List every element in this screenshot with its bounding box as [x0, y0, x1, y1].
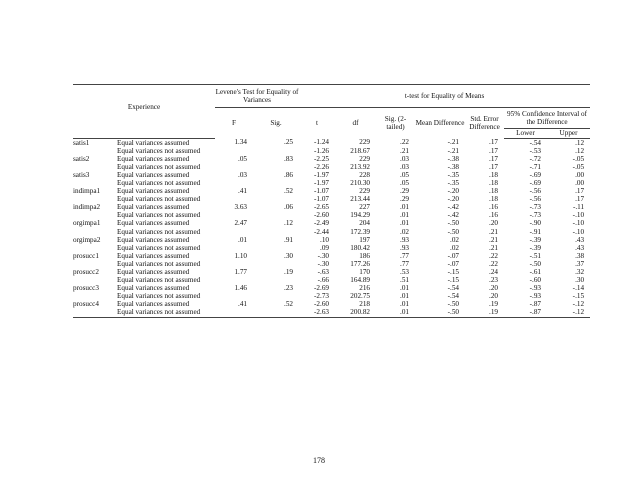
ci-lower-cell: -.56 [529, 195, 542, 204]
t-cell: -2.69 [314, 284, 330, 293]
t-cell: -1.97 [314, 170, 330, 179]
se-diff-cell: .24 [489, 268, 499, 276]
empty-cell [253, 308, 299, 317]
ci-lower-cell: -.69 [529, 170, 542, 179]
df-cell: 213.44 [350, 195, 371, 204]
variable-name: orgimpa1 [73, 219, 101, 228]
sig2-cell: .01 [400, 300, 410, 309]
row-label: Equal variances not assumed [117, 162, 201, 171]
empty-cell [215, 211, 253, 219]
row-label: Equal variances assumed [117, 170, 190, 179]
se-diff-cell: .20 [489, 219, 499, 228]
mean-diff-cell: -.38 [447, 162, 460, 171]
t-cell: -2.60 [314, 211, 330, 220]
df-cell: 216 [359, 284, 371, 293]
df-cell: 172.39 [350, 227, 371, 236]
ci-lower-cell: -.39 [529, 235, 542, 244]
se-diff-cell: .19 [465, 308, 504, 317]
empty-cell [215, 228, 253, 236]
ci-upper-cell: .00 [575, 170, 585, 179]
table-row [73, 276, 590, 284]
row-label: Equal variances assumed [117, 187, 190, 196]
mean-diff-cell: -.38 [447, 154, 460, 163]
sig-cell: .19 [284, 268, 294, 276]
table-row [73, 179, 590, 187]
empty-cell [215, 260, 253, 268]
mean-diff-cell: -.07 [447, 251, 460, 260]
ci-upper-cell: .38 [575, 251, 585, 260]
mean-diff-cell: -.50 [415, 308, 465, 317]
empty-cell [215, 147, 253, 155]
variable-name: satis1 [73, 138, 90, 147]
empty-cell [215, 276, 253, 284]
sig-cell: .86 [284, 170, 294, 179]
df-cell: 228 [359, 170, 371, 179]
ci-lower-cell: -.50 [529, 259, 542, 268]
sig-cell: .23 [284, 284, 294, 293]
se-diff-cell: .16 [489, 203, 499, 212]
variable-name: satis3 [73, 170, 90, 179]
empty-cell [215, 292, 253, 300]
ci-lower-cell: -.54 [529, 138, 542, 147]
f-cell: .41 [238, 187, 248, 196]
empty-cell [253, 211, 299, 219]
ci-upper-cell: -.10 [572, 227, 585, 236]
table-row [73, 252, 590, 260]
table-row [73, 187, 590, 195]
variable-name: prosucc4 [73, 300, 99, 309]
independent-samples-test-table [73, 84, 590, 318]
sig2-cell: .29 [400, 187, 410, 196]
df-cell: 200.82 [335, 308, 376, 317]
mean-diff-cell: -.50 [447, 219, 460, 228]
sig2-cell: .05 [400, 170, 410, 179]
empty-cell [215, 244, 253, 252]
mean-diff-cell: -.50 [447, 227, 460, 236]
df-cell: 229 [359, 154, 371, 163]
sig-cell: .30 [284, 251, 294, 260]
table-row [73, 284, 590, 292]
f-cell: 1.46 [234, 284, 248, 293]
df-cell: 218 [359, 300, 371, 309]
t-cell: -2.65 [314, 203, 330, 212]
row-label: Equal variances assumed [117, 138, 190, 147]
t-cell: .09 [320, 243, 330, 252]
se-diff-cell: .17 [489, 162, 499, 171]
variable-name-empty [73, 308, 117, 317]
df-cell: 177.26 [350, 259, 371, 268]
ci-lower-cell: -.39 [529, 243, 542, 252]
t-cell: -1.26 [314, 146, 330, 155]
mean-diff-header: Mean Difference [415, 119, 465, 127]
ci-lower-cell: -.73 [529, 211, 542, 220]
df-cell: 186 [359, 251, 371, 260]
table-row [73, 163, 590, 171]
upper-header: Upper [547, 129, 590, 139]
df-cell: 218.67 [350, 146, 371, 155]
df-cell: 213.92 [350, 162, 371, 171]
mean-diff-cell: -.07 [447, 259, 460, 268]
variable-name: prosucc2 [73, 268, 99, 276]
row-label: Equal variances not assumed [117, 308, 215, 317]
f-cell: .41 [238, 300, 248, 309]
sig2-cell: .77 [400, 251, 410, 260]
sig-cell: .12 [284, 219, 294, 228]
mean-diff-cell: .02 [450, 235, 460, 244]
empty-cell [253, 195, 299, 203]
row-label: Equal variances assumed [117, 203, 190, 212]
mean-diff-cell: -.15 [447, 268, 460, 276]
ci-lower-cell: -.87 [504, 308, 547, 317]
table-row [73, 195, 590, 203]
empty-cell [253, 163, 299, 171]
ci-upper-cell: .43 [575, 243, 585, 252]
empty-cell [253, 260, 299, 268]
mean-diff-cell: -.21 [447, 138, 460, 147]
empty-cell [215, 308, 253, 317]
empty-cell [253, 228, 299, 236]
ci-lower-cell: -.51 [529, 251, 542, 260]
ci-lower-cell: -.87 [529, 300, 542, 309]
ci-lower-cell: -.71 [529, 162, 542, 171]
mean-diff-cell: -.42 [447, 203, 460, 212]
ci-upper-cell: -.10 [572, 211, 585, 220]
variable-name: indimpa1 [73, 187, 101, 196]
experience-header: Experience [73, 85, 215, 129]
ci-upper-cell: -.10 [572, 219, 585, 228]
se-diff-cell: .18 [489, 170, 499, 179]
df-cell: 204 [359, 219, 371, 228]
ci-upper-cell: .32 [575, 268, 585, 276]
row-label: Equal variances assumed [117, 154, 190, 163]
t-header: t [316, 119, 319, 127]
empty-cell [253, 244, 299, 252]
df-cell: 197 [359, 235, 371, 244]
page-number: 178 [313, 456, 325, 465]
mean-diff-cell: .02 [450, 243, 460, 252]
row-label: Equal variances not assumed [117, 292, 201, 301]
row-label: Equal variances assumed [117, 251, 190, 260]
sig2-cell: .05 [400, 178, 410, 187]
se-diff-cell: .18 [489, 187, 499, 196]
row-label: Equal variances not assumed [117, 276, 201, 285]
sig2-cell: .21 [400, 146, 410, 155]
f-cell: .05 [238, 154, 248, 163]
variable-name-empty [73, 195, 117, 203]
variable-name: prosucc1 [73, 251, 99, 260]
ttest-header: t-test for Equality of Means [299, 85, 590, 108]
variable-name-empty [73, 179, 117, 187]
empty-cell [253, 179, 299, 187]
variable-name: satis2 [73, 154, 90, 163]
sig2-cell: .93 [400, 235, 410, 244]
variable-name-empty [73, 292, 117, 300]
variable-name-empty [73, 244, 117, 252]
sig-cell: .83 [284, 154, 294, 163]
variable-name-empty [73, 163, 117, 171]
f-cell: 3.63 [234, 203, 248, 212]
sig-cell: .52 [284, 300, 294, 309]
ci-upper-cell: .00 [575, 178, 585, 187]
sig-header: Sig. [270, 119, 282, 127]
se-diff-cell: .20 [489, 284, 499, 293]
t-cell: -2.60 [314, 300, 330, 309]
sig2-header: Sig. (2-tailed) [384, 115, 407, 131]
ci-header: 95% Confidence Interval of the Difference [504, 108, 590, 129]
t-cell: -.30 [317, 259, 330, 268]
se-diff-cell: .19 [489, 300, 499, 309]
t-cell: .10 [320, 235, 330, 244]
sig2-cell: .01 [400, 219, 410, 228]
mean-diff-cell: -.20 [447, 187, 460, 196]
row-label: Equal variances not assumed [117, 211, 201, 220]
sig2-cell: .51 [400, 276, 410, 285]
se-diff-cell: .20 [489, 292, 499, 301]
ci-upper-cell: .37 [575, 259, 585, 268]
sig2-cell: .01 [400, 292, 410, 301]
t-cell: -2.63 [299, 308, 335, 317]
se-diff-cell: .18 [489, 195, 499, 204]
df-cell: 194.29 [350, 211, 371, 220]
ci-upper-cell: -.14 [572, 284, 585, 293]
variable-name: orgimpa2 [73, 235, 101, 244]
se-diff-cell: .22 [489, 251, 499, 260]
ci-upper-cell: -.05 [572, 154, 585, 163]
se-diff-cell: .23 [489, 276, 499, 285]
ci-lower-cell: -.93 [529, 292, 542, 301]
ci-lower-cell: -.72 [529, 154, 542, 163]
sig2-cell: .29 [400, 195, 410, 204]
t-cell: -2.25 [314, 154, 330, 163]
empty-cell [215, 179, 253, 187]
table-row [73, 308, 590, 317]
f-cell: 1.10 [234, 251, 248, 260]
df-cell: 227 [359, 203, 371, 212]
se-diff-header: Std. Error Difference [469, 115, 500, 131]
sig2-cell: .01 [376, 308, 415, 317]
df-cell: 164.89 [350, 276, 371, 285]
t-cell: -2.49 [314, 219, 330, 228]
lower-header: Lower [504, 129, 547, 139]
df-cell: 180.42 [350, 243, 371, 252]
sig2-cell: .22 [400, 138, 410, 147]
variable-name-empty [73, 211, 117, 219]
t-cell: -2.26 [314, 162, 330, 171]
mean-diff-cell: -.54 [447, 284, 460, 293]
sig-cell: .91 [284, 235, 294, 244]
sig2-cell: .03 [400, 162, 410, 171]
ci-upper-cell: .17 [575, 187, 585, 196]
variable-name-empty [73, 147, 117, 155]
row-label: Equal variances not assumed [117, 259, 201, 268]
df-cell: 202.75 [350, 292, 371, 301]
variable-name-empty [73, 276, 117, 284]
f-cell: 1.77 [234, 268, 248, 276]
f-cell: .01 [238, 235, 248, 244]
sig-cell: .25 [284, 138, 294, 147]
table-row [73, 147, 590, 155]
t-cell: -2.44 [314, 227, 330, 236]
row-label: Equal variances assumed [117, 300, 190, 309]
f-cell: 2.47 [234, 219, 248, 228]
table-row [73, 211, 590, 219]
sig-cell: .06 [284, 203, 294, 212]
table-row [73, 219, 590, 227]
table-row [73, 228, 590, 236]
sig2-cell: .03 [400, 154, 410, 163]
ci-upper-cell: .12 [575, 138, 585, 147]
t-cell: -.66 [317, 276, 330, 285]
table-row [73, 155, 590, 163]
sig2-cell: .93 [400, 243, 410, 252]
sig2-cell: .53 [400, 268, 410, 276]
se-diff-cell: .22 [489, 259, 499, 268]
t-cell: -1.07 [314, 187, 330, 196]
ci-upper-cell: .17 [575, 195, 585, 204]
table-row [73, 138, 590, 147]
row-label: Equal variances assumed [117, 284, 190, 293]
mean-diff-cell: -.21 [447, 146, 460, 155]
sig2-cell: .01 [400, 211, 410, 220]
row-label: Equal variances assumed [117, 219, 190, 228]
se-diff-cell: .17 [489, 146, 499, 155]
df-cell: 170 [359, 268, 371, 276]
sig-cell: .52 [284, 187, 294, 196]
df-cell: 229 [359, 138, 371, 147]
ci-upper-cell: -.15 [572, 292, 585, 301]
f-header: F [232, 119, 237, 127]
mean-diff-cell: -.35 [447, 178, 460, 187]
mean-diff-cell: -.50 [447, 300, 460, 309]
df-header: df [352, 119, 359, 127]
ci-lower-cell: -.73 [529, 203, 542, 212]
table-row [73, 244, 590, 252]
se-diff-cell: .21 [489, 243, 499, 252]
mean-diff-cell: -.54 [447, 292, 460, 301]
table-row [73, 260, 590, 268]
mean-diff-cell: -.42 [447, 211, 460, 220]
variable-name: indimpa2 [73, 203, 101, 212]
mean-diff-cell: -.20 [447, 195, 460, 204]
sig2-cell: .01 [400, 284, 410, 293]
f-cell: 1.34 [234, 138, 248, 147]
row-label: Equal variances not assumed [117, 178, 201, 187]
sig2-cell: .02 [400, 227, 410, 236]
se-diff-cell: .18 [489, 178, 499, 187]
table-body [73, 138, 590, 317]
sig2-cell: .01 [400, 203, 410, 212]
empty-cell [253, 147, 299, 155]
ci-lower-cell: -.91 [529, 227, 542, 236]
row-label: Equal variances assumed [117, 268, 190, 276]
se-diff-cell: .21 [489, 227, 499, 236]
ci-upper-cell: -.11 [572, 203, 585, 212]
ci-lower-cell: -.90 [529, 219, 542, 228]
f-cell: .03 [238, 170, 248, 179]
ci-upper-cell: .30 [575, 276, 585, 285]
df-cell: 229 [359, 187, 371, 196]
t-cell: -1.24 [314, 138, 330, 147]
table-row [73, 203, 590, 211]
t-cell: -.30 [317, 251, 330, 260]
levene-header: Levene's Test for Equality of Variances [215, 85, 299, 108]
ci-upper-cell: .12 [575, 146, 585, 155]
table-row [73, 171, 590, 179]
ci-lower-cell: -.56 [529, 187, 542, 196]
row-label: Equal variances not assumed [117, 195, 201, 204]
t-cell: -.63 [317, 268, 330, 276]
variable-name-empty [73, 228, 117, 236]
se-diff-cell: .16 [489, 211, 499, 220]
table-row [73, 292, 590, 300]
ci-lower-cell: -.60 [529, 276, 542, 285]
sig2-cell: .77 [400, 259, 410, 268]
mean-diff-cell: -.15 [447, 276, 460, 285]
se-diff-cell: .21 [489, 235, 499, 244]
ci-upper-cell: -.05 [572, 162, 585, 171]
table-row [73, 268, 590, 276]
se-diff-cell: .17 [489, 154, 499, 163]
table-row [73, 300, 590, 308]
row-label: Equal variances not assumed [117, 243, 201, 252]
ci-lower-cell: -.53 [529, 146, 542, 155]
se-diff-cell: .17 [489, 138, 499, 147]
ci-lower-cell: -.93 [529, 284, 542, 293]
variable-name: prosucc3 [73, 284, 99, 293]
ci-lower-cell: -.61 [529, 268, 542, 276]
t-cell: -1.07 [314, 195, 330, 204]
empty-cell [253, 292, 299, 300]
t-cell: -1.97 [314, 178, 330, 187]
row-label: Equal variances assumed [117, 235, 190, 244]
ci-upper-cell: -.12 [572, 300, 585, 309]
empty-cell [215, 163, 253, 171]
t-cell: -2.73 [314, 292, 330, 301]
ci-lower-cell: -.69 [529, 178, 542, 187]
df-cell: 210.30 [350, 178, 371, 187]
ci-upper-cell: .43 [575, 235, 585, 244]
mean-diff-cell: -.35 [447, 170, 460, 179]
variable-name-empty [73, 260, 117, 268]
row-label: Equal variances not assumed [117, 227, 201, 236]
row-label: Equal variances not assumed [117, 146, 201, 155]
table-row [73, 236, 590, 244]
ci-upper-cell: -.12 [547, 308, 590, 317]
empty-cell [253, 276, 299, 284]
empty-cell [215, 195, 253, 203]
